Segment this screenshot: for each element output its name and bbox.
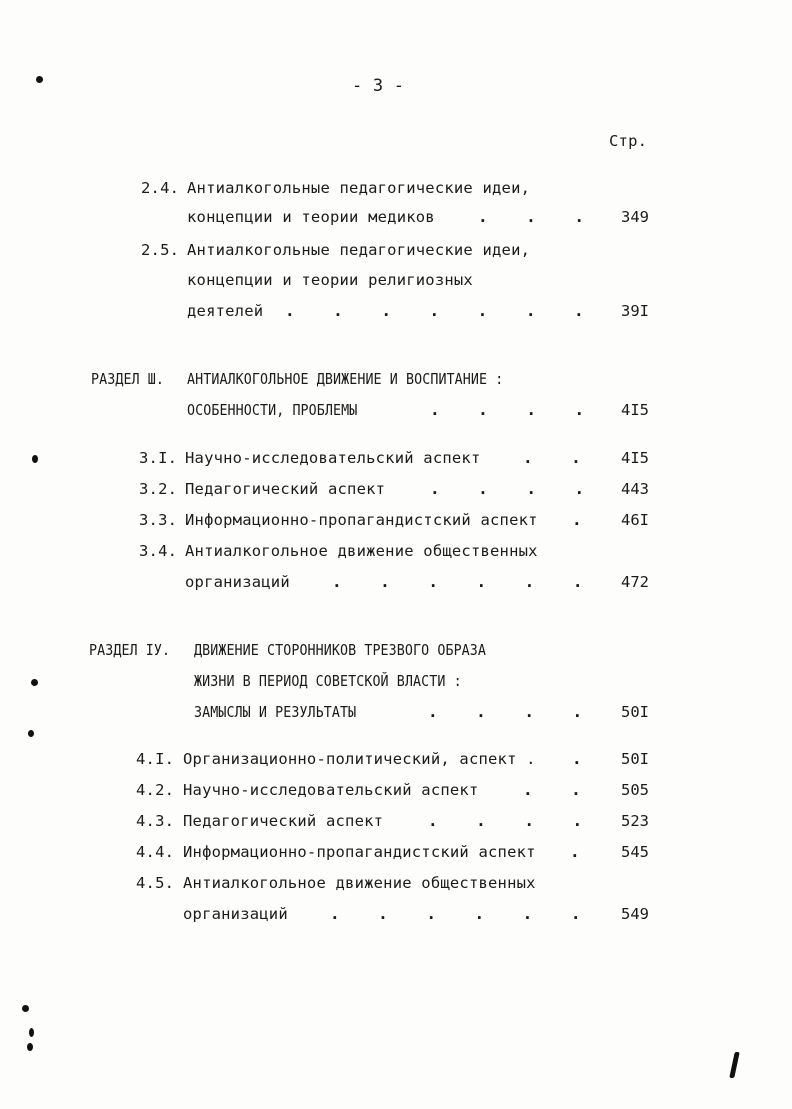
scan-mark [32,455,38,463]
toc-entry-page: 50I [621,703,649,721]
page-number: - 3 - [352,76,405,96]
toc-entry-page: 349 [621,208,649,226]
scan-mark [36,76,43,83]
scan-mark [22,1005,29,1012]
leader-dots: . . [523,780,581,799]
toc-entry-number: 2.5. [141,241,180,259]
toc-entry-title: Антиалкогольные педагогические идеи, [187,179,531,197]
leader-dots: . [572,510,582,529]
toc-entry-title: деятелей [187,302,264,320]
toc-entry-title: Антиалкогольное движение общественных [183,874,536,892]
leader-dots: . . . . . . . [285,301,584,320]
toc-entry-title: Научно-исследовательский аспект [183,781,479,799]
toc-entry-number: 4.5. [136,874,175,892]
toc-entry-title: концепции и теории религиозных [187,271,473,289]
leader-dots: . . . . . . [332,572,583,591]
toc-entry-number: 4.4. [136,843,175,861]
section-title: ОСОБЕННОСТИ, ПРОБЛЕМЫ [187,401,358,419]
toc-entry-page: 4I5 [621,449,649,467]
section-title: АНТИАЛКОГОЛЬНОЕ ДВИЖЕНИЕ И ВОСПИТАНИЕ : [187,370,504,388]
leader-dots: . . . . [430,400,585,419]
leader-dots: . [570,842,580,861]
leader-dots: . . . . [428,811,583,830]
toc-entry-title: организаций [183,905,288,923]
toc-entry-number: 4.2. [136,781,175,799]
toc-entry-title: Антиалкогольное движение общественных [185,542,538,560]
toc-entry-page: 545 [621,843,649,861]
section-title: ЗАМЫСЛЫ И РЕЗУЛЬТАТЫ [194,703,357,721]
section-number: РАЗДЕЛ IУ. [89,641,171,659]
section-title: ДВИЖЕНИЕ СТОРОННИКОВ ТРЕЗВОГО ОБРАЗА [194,641,487,659]
toc-entry-page: 472 [621,573,649,591]
toc-entry-page: 4I5 [621,401,649,419]
toc-entry-number: 3.4. [139,542,178,560]
scan-mark [29,1028,34,1037]
toc-entry-number: 3.3. [139,511,178,529]
toc-entry-title: Организационно-политический, аспект . [183,750,536,768]
leader-dots: . . . . . . [330,904,581,923]
leader-dots: . [572,749,582,768]
toc-entry-title: Педагогический аспект [185,480,386,498]
toc-entry-page: 505 [621,781,649,799]
toc-entry-page: 39I [621,302,649,320]
toc-entry-number: 4.I. [136,750,175,768]
pages-column-header: Стр. [609,132,648,150]
leader-dots: . . . . [428,702,583,721]
scan-mark [28,730,34,737]
leader-dots: . . . . [430,479,585,498]
toc-entry-number: 3.I. [139,449,178,467]
toc-entry-page: 523 [621,812,649,830]
toc-entry-title: Научно-исследовательский аспект [185,449,481,467]
scan-edge-mark [729,1052,740,1078]
toc-entry-page: 549 [621,905,649,923]
leader-dots: . . . [478,207,584,226]
toc-entry-number: 2.4. [141,179,180,197]
scan-mark [31,679,38,686]
section-title: ЖИЗНИ В ПЕРИОД СОВЕТСКОЙ ВЛАСТИ : [194,672,462,690]
toc-entry-title: Информационно-пропагандистский аспект [185,511,538,529]
scan-mark [27,1043,33,1051]
toc-entry-number: 3.2. [139,480,178,498]
toc-entry-title: организаций [185,573,290,591]
toc-entry-title: Антиалкогольные педагогические идеи, [187,241,531,259]
toc-entry-number: 4.3. [136,812,175,830]
toc-entry-page: 50I [621,750,649,768]
section-number: РАЗДЕЛ Ш. [91,370,165,388]
toc-entry-title: Информационно-пропагандистский аспект [183,843,536,861]
toc-entry-title: концепции и теории медиков [187,208,435,226]
toc-entry-page: 443 [621,480,649,498]
toc-entry-page: 46I [621,511,649,529]
leader-dots: . . [523,448,581,467]
toc-entry-title: Педагогический аспект [183,812,384,830]
